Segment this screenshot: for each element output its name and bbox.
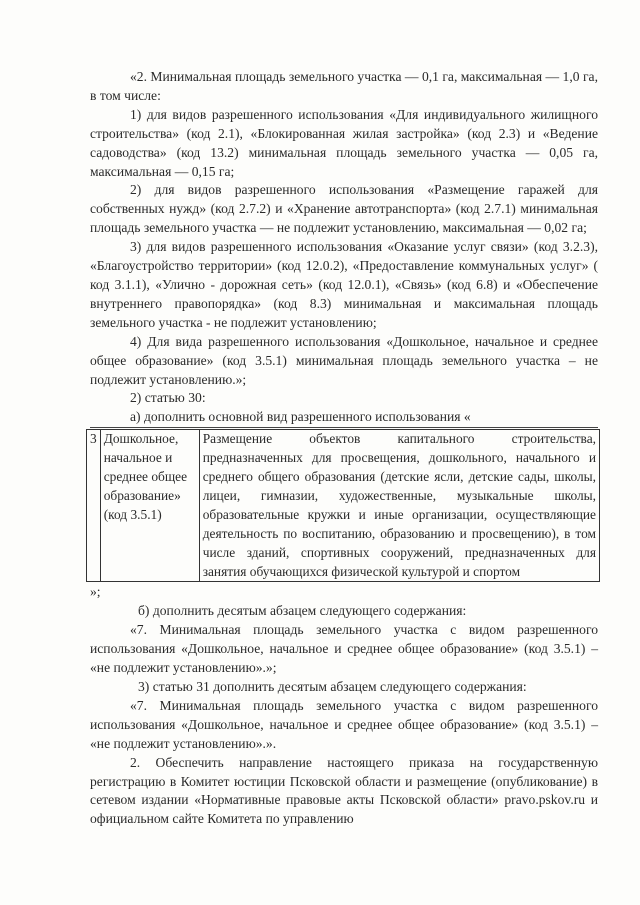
- table-cell-description: Размещение объектов капитального строительства, предназначенных для просвещения, дошкольного, начального и среднего общего образования (детские ясли, детские сады, школы, лицеи, гимназии, художественные, музыкальные школы, образовательные кружки и иные организации, осуществляющие деятельность по воспитанию, образованию и просвещению), в том числе зданий, спортивных сооружений, предназначенных для занятия обучающихся физической культурой и спортом: [199, 430, 599, 582]
- table-cell-number: 3: [87, 430, 101, 582]
- paragraph-item-2: «2. Минимальная площадь земельного участка — 0,1 га, максимальная — 1,0 га, в том числе:: [90, 69, 598, 103]
- paragraph-article-30: 2) статью 30:: [130, 390, 206, 406]
- paragraph-quote-7-a: «7. Минимальная площадь земельного участка с видом разрешенного использования «Дошкольное, начальное и среднее общее образование» (код 3.5.1) – «не подлежит установлению».»;: [90, 622, 598, 676]
- paragraph-add-main-use: а) дополнить основной вид разрешенного использования «: [90, 408, 598, 428]
- paragraph-item-2-order: 2. Обеспечить направление настоящего приказа на государственную регистрацию в Комитет юстиции Псковской области и размещение (опубликование) в сетевом издании «Нормативные правовые акты Псковской области» pravo.pskov.ru и официальном сайте Комитета по управлению: [90, 754, 598, 827]
- paragraph-add-tenth-abzac: б) дополнить десятым абзацем следующего содержания:: [138, 603, 467, 619]
- paragraph-subitem-4: 4) Для вида разрешенного использования «Дошкольное, начальное и среднее общее образование» (код 3.5.1) минимальная площадь земельного участка – не подлежит установлению.»;: [90, 333, 598, 387]
- paragraph-subitem-3: 3) для видов разрешенного использования «Оказание услуг связи» (код 3.2.3), «Благоустройство территории» (код 12.0.2), «Предоставление коммунальных услуг» ( код 3.1.1), «Улично - дорожная сеть» (код 12.0.1), «Связь» (код 6.8) и «Обеспечение внутреннего правопорядка» (код 8.3) минимальная и максимальная площадь земельного участка - не подлежит установлению;: [90, 239, 598, 330]
- land-use-table: [86, 429, 600, 582]
- paragraph-subitem-2: 2) для видов разрешенного использования «Размещение гаражей для собственных нужд» (код 2.7.2) и «Хранение автотранспорта» (код 2.7.1) минимальная площадь земельного участка — не подлежит установлению, максимальная — 0,02 га;: [90, 182, 598, 236]
- paragraph-subitem-1: 1) для видов разрешенного использования «Для индивидуального жилищного строительства» (код 2.1), «Блокированная жилая застройка» (код 2.3) и «Ведение садоводства» (код 13.2) минимальная площадь земельного участка — 0,05 га, максимальная — 0,15 га;: [90, 106, 598, 179]
- table-row: [87, 430, 600, 582]
- table-cell-use-name: Дошкольное, начальное и среднее общее образование» (код 3.5.1): [100, 430, 199, 582]
- paragraph-article-31: 3) статью 31 дополнить десятым абзацем следующего содержания:: [138, 679, 527, 694]
- paragraph-table-close: »;: [90, 584, 101, 600]
- paragraph-quote-7-b: «7. Минимальная площадь земельного участка с видом разрешенного использования «Дошкольное, начальное и среднее общее образование» (код 3.5.1) – «не подлежит установлению».».: [90, 697, 598, 751]
- document-body: [90, 68, 598, 829]
